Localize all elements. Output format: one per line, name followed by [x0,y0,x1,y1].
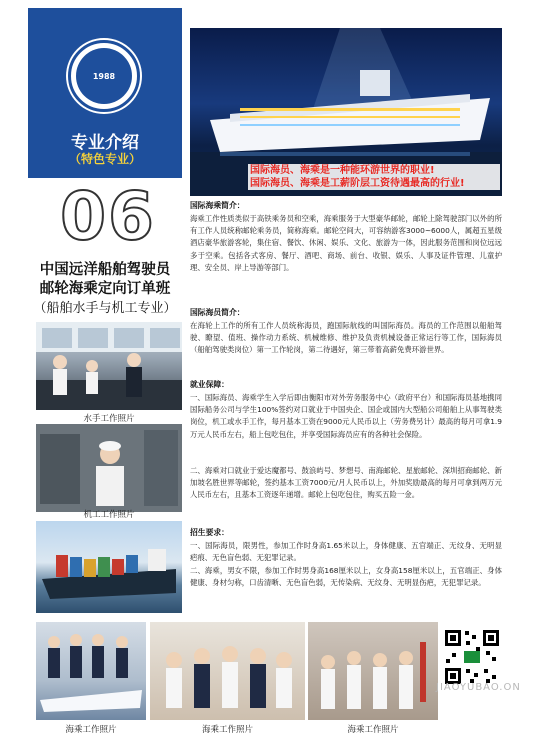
watermark: JIAOYUBAO.ON [436,682,521,693]
intro-title: 专业介绍 [71,133,139,153]
engineer-caption: 机工工作照片 [83,510,135,520]
section-text-seafarer: 在海轮上工作的所有工作人员统称海员，跑国际航线的叫国际海员。海员的工作范围以船舶驾驶、瞭望、值班、操作动力系统、机械维修、维护及负责机械设备正常运行等工作，国际海员（船舶驾驶类岗位）第一工作轮岗，第二待遇好，第三带着高薪免费环游世界。 [190,321,502,355]
section-title-crew: 国际海乘简介： [190,201,245,210]
engineer-photo [36,424,182,512]
qr-code-icon [442,627,502,687]
section-title-employment: 就业保障： [190,380,229,389]
section-title-seafarer: 国际海员简介： [190,308,245,317]
crew-caption-1: 海乘工作照片 [65,725,117,735]
section-text-employment-1: 一、国际海员、海乘学生入学后即由衡阳市对外劳务服务中心（政府平台）和国际海员基地携同国际船务公司与学生100%签约对口就业于中国央企、国企或国内大型船公司船舶上从事驾驶类岗位，机工或水手工作，每月基本工资在9000元人民币以上（劳务费另计）最高的每月可拿1.9万元人民币左右，船上包吃包住，并享受国际海员应有的各种社会保险。 [190,393,502,439]
crew-group-icon [36,622,146,720]
sailor-caption: 水手工作照片 [83,414,135,424]
program-title-line1: 中国远洋船舶驾驶员 [39,262,171,278]
crew-caption-3: 海乘工作照片 [347,725,399,735]
logo-year: 1988 [76,48,132,104]
section-text-requirements-2: 二、海乘，男女不限，参加工作时男身高168厘米以上，女身高158厘米以上，五官端正、身体健康、身材匀称，口齿清晰、无色盲色弱，无传染病、无纹身、无明显伤疤，无犯罪记录。 [190,566,502,588]
crew-photo-2 [150,622,305,720]
slogan-line2: 国际海员、海乘是工薪阶层工资待遇最高的行业! [248,177,500,190]
crew-photo-3 [308,622,438,720]
crew-caption-2: 海乘工作照片 [201,725,253,735]
section-text-requirements-1: 一、国际海员，限男性，参加工作时身高1.65米以上，身体健康、五官端正、无纹身、无明显疤痕、无色盲色弱、无犯罪记录。 [190,541,502,563]
section-text-employment-2: 二、海乘对口就业于爱达魔都号、鼓浪屿号、梦想号、南海邮轮、星旅邮轮、深圳招商邮轮、新加坡名胜世界等邮轮，签约基本工资7000元/月人民币以上，外加奖励最高的每月可拿到两万元人民币左右，且基本工资逐年递增。邮轮上包吃包住，购买五险一金。 [190,466,502,500]
container-ship-icon [36,521,182,613]
slogan [248,164,500,190]
major-number: 06 [60,178,156,255]
program-title-line3: （船舶水手与机工专业） [33,301,177,316]
cargo-ship-photo [36,521,182,613]
slogan-line1: 国际海员、海乘是一种能环游世界的职业! [248,164,500,177]
section-text-crew: 海乘工作性质类似于高铁乘务员和空乘，海乘服务于大型豪华邮轮，邮轮上除驾驶部门以外的所有工作人员统称邮轮乘务员，简称海乘。邮轮空间大，可容纳游客3000~6000人，属超五星级酒店豪华旅游客轮，集住宿、餐饮、休闲、娱乐、文化、旅游为一体，因此服务范围和岗位远远多于空乘。包括各式客房、餐厅、酒吧、商场、前台、收银、娱乐、人事及证件管理、儿童护理、安全员、岸上导游等部门。 [190,214,502,272]
sailor-photo [36,322,182,410]
crew-team-icon [150,622,305,720]
crew-lobby-icon [308,622,438,720]
school-logo [68,40,140,112]
engine-room-icon [36,424,182,512]
bridge-scene-icon [36,322,182,410]
program-title-line2: 邮轮海乘定向订单班 [39,281,171,297]
intro-subtitle: （特色专业） [68,152,141,166]
crew-photo-1 [36,622,146,720]
section-title-requirements: 招生要求： [190,528,229,537]
qr-code[interactable] [442,627,502,687]
